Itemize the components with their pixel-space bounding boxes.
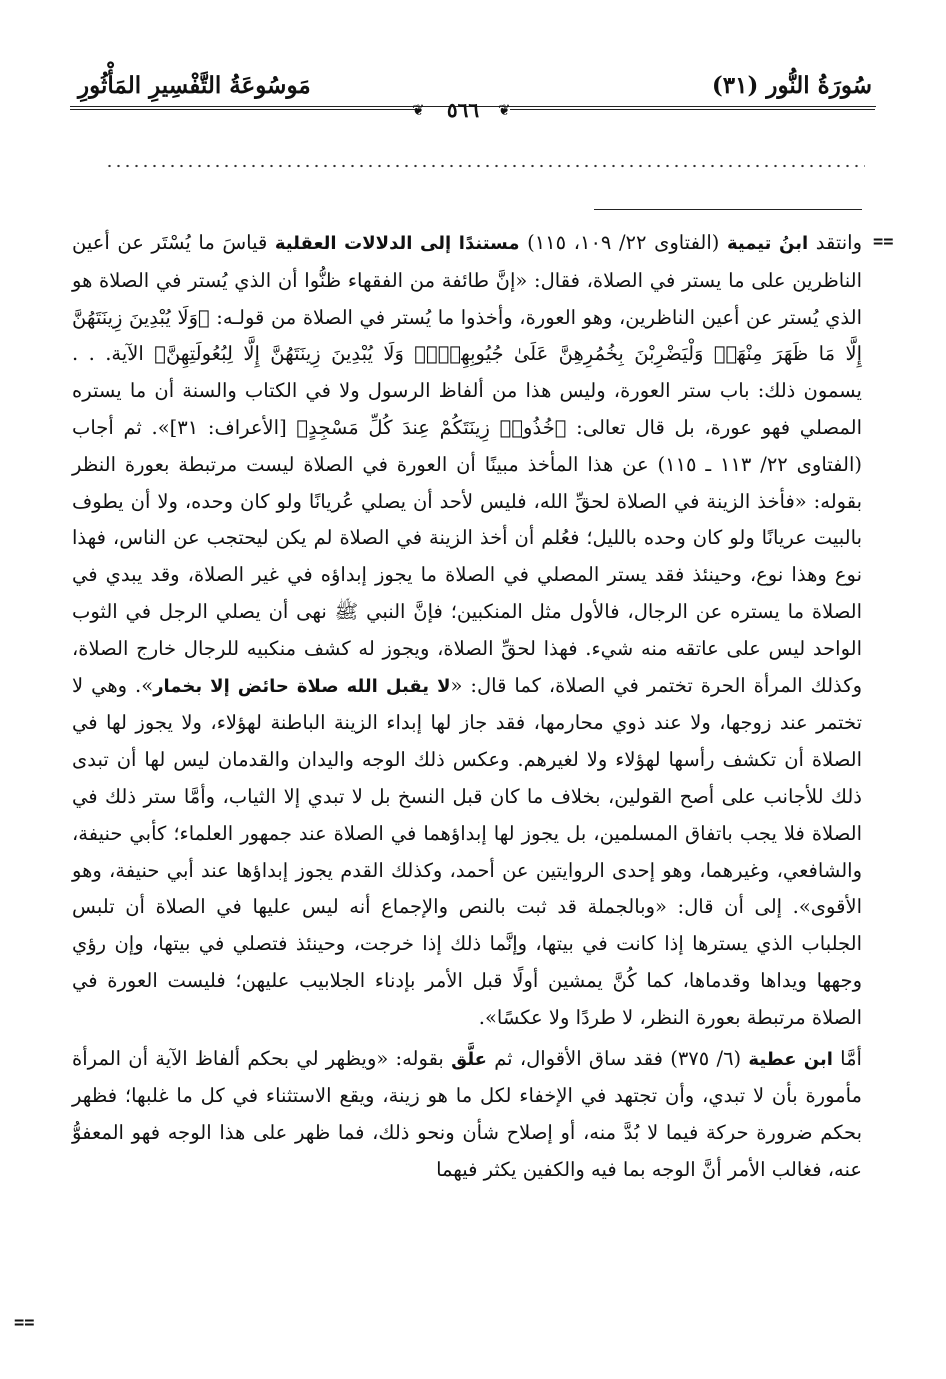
continuation-marker-top: == [873,232,894,252]
text-span: أمَّا [832,1046,862,1070]
quran-verse: ﴿وَلَا يُبْدِينَ زِينَتَهُنَّ إِلَّا مَا ظَهَرَ مِنْهَاۖ وَلْيَضْرِبْنَ بِخُمُرِهِنَّ عَلَىٰ جُيُوبِهِنَّۖ وَلَا يُبْدِينَ زِينَتَهُنَّ إِلَّا لِبُعُولَتِهِنَّ﴾ [72,305,862,366]
text-span: الآية. . . يسمون ذلك: باب ستر العورة، وليس هذا من ألفاظ الرسول ولا في الكتاب والسنة أن ما يستره المصلي فهو عورة، بل قال تعالى: [72,342,863,439]
text-span: (الفتاوى ٢٢/ ١٠٩، ١١٥) [519,231,727,254]
text-span: قياسَ ما يُسْتَر عن أعين الناظرين على ما يستر في الصلاة، فقال: «إنَّ طائفة من الفقهاء ظنُّوا أن الذي يُستر في الصلاة هو الذي يُستر عن أعين الناظرين، وهو العورة، وأخذوا ما يُستر في الصلاة من قولـه: [72,231,862,329]
surah-title: سُورَةُ النُّور (٣١) [711,72,872,99]
paragraph-ibn-taymiyyah [72,225,862,1037]
text-span: وانتقد [808,231,862,254]
text-span: ». وهي لا تختمر عند زوجها، ولا عند ذوي محارمها، فقد جاز لها إبداء الزينة الباطنة لهؤلاء، ولا يجوز لها في الصلاة أن تكشف رأسها لهؤلاء ولا لغيرهم. وعكس ذلك الوجه واليدان والقدمان ليس لها أن تبدى ذلك للأجانب على أصح القولين، بخلاف ما كان قبل النسخ بل لا تبدي إلا الثياب، وأمَّا ستر ذلك في الصلاة فلا يجب باتفاق المسلمين، بل يجوز لها إبداؤهما في الصلاة عند جمهور العلماء؛ كأبي حنيفة، والشافعي، وغيرهما، وهو إحدى الروايتين عن أحمد، وكذلك القدم يجوز إبداؤها عند أبي حنيفة، وهو الأقوى». إلى أن قال: «وبالجملة قد ثبت بالنص والإجماع أنه ليس عليها في الصلاة أن تلبس الجلباب الذي يسترها إذا كانت في بيتها، وإنَّما ذلك إذا خرجت، وحينئذ فتصلي في بيتها، وإن رؤي وجهها ويداها وقدماها، كما كُنَّ يمشين أولًا قبل الأمر بإدناء الجلابيب عليهن؛ فليست العورة في الصلاة مرتبطة بعورة النظر، لا طردًا ولا عكسًا». [72,673,862,1029]
footnote-rule [594,209,862,210]
ornament-knot-left: ❦ [412,101,425,119]
continuation-marker-bottom: == [14,1313,35,1333]
text-span: بقوله: «ويظهر لي بحكم ألفاظ الآية أن المرأة مأمورة بأن لا تبدي، وأن تجتهد في الإخفاء لكل ما هو زينة، ويقع الاستثناء في كل ما غلبها؛ فظهر بحكم ضرورة حركة فيما لا بُدَّ منه، أو إصلاح شأن ونحو ذلك، فما ظهر على هذا الوجه فهو المعفوُّ عنه، فغالب الأمر أنَّ الوجه بما فيه والكفين يكثر فيهما [72,1046,862,1181]
page-number-ornament [0,98,946,122]
paragraph-ibn-atiyyah [72,1041,862,1189]
text-span: [الأعراف: ٣١]». ثم أجاب (الفتاوى ٢٢/ ١١٣ ـ ١١٥) عن هذا المأخذ مبينًا أن العورة في الصلاة ليست مرتبطة بعورة النظر بقوله: «فأخذ الزينة في الصلاة لحقِّ الله، فليس لأحد أن يصلي عُريانًا ولو كان وحده، ولا أن يطوف بالبيت عريانًا ولو كان وحده بالليل؛ فعُلم أن أخذ الزينة في الصلاة لم يكن ليحتجب عن الناس، فهذا نوع وهذا نوع، وحينئذ فقد يستر المصلي في الصلاة ما يجوز إبداؤه في غير الصلاة، وقد يبدي في الصلاة ما يستره عن الرجال، فالأول مثل المنكبين؛ فإنَّ النبي ﷺ نهى أن يصلي الرجل في الثوب الواحد ليس على عاتقه منه شيء. فهذا لحقِّ الصلاة، ويجوز له كشف منكبيه للرجال خارج الصلاة، وكذلك المرأة الحرة تختمر في الصلاة، كما قال: « [72,415,862,697]
book-title: مَوسُوعَةُ التَّفْسِيرِ المَأْثُورِ [78,72,311,99]
page-number: ٥٦٦ [446,98,480,122]
dotted-separator [105,163,865,169]
author-name: ابنُ تيمية [726,233,809,254]
bold-phrase: علَّق [451,1048,487,1070]
quran-verse: ﴿خُذُوا۟ زِينَتَكُمْ عِندَ كُلِّ مَسْجِدٍ﴾ [296,415,567,439]
ornament-line-right [510,109,875,110]
hadith-text: لا يقبل الله صلاة حائض إلا بخمار [153,675,451,697]
footnote-body [72,225,862,1193]
bold-phrase: مستندًا إلى الدلالات العقلية [274,233,520,254]
ornament-knot-right: ❦ [498,101,511,119]
ornament-line-left [70,109,415,110]
text-span: (٦/ ٣٧٥) فقد ساق الأقوال، ثم [486,1046,749,1070]
author-name: ابن عطية [748,1048,833,1070]
